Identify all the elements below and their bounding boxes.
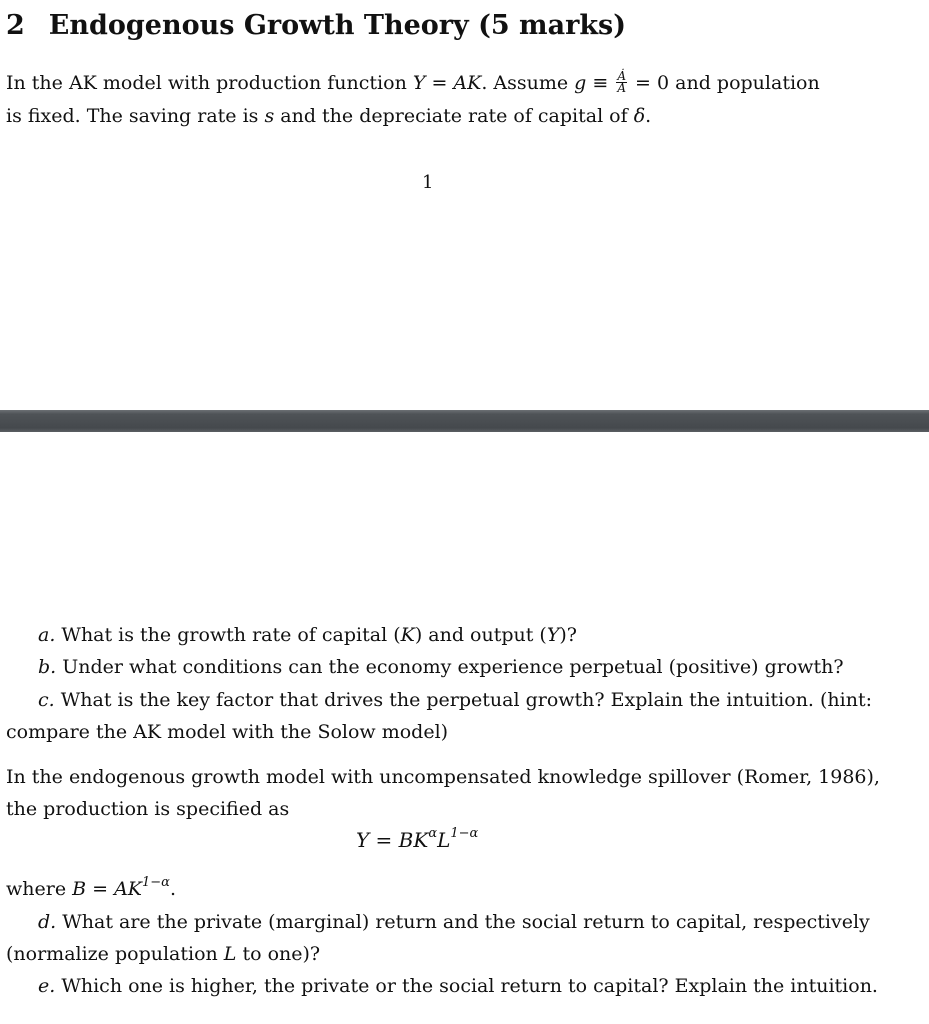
tech-growth-fraction: $\frac{Ȧ}{A}$ [617, 68, 627, 95]
where-line: where $B = AK^{1-\alpha}$. [6, 874, 177, 900]
page-1 [0, 0, 929, 410]
page-number: 1 [422, 172, 434, 193]
growth-rate-symbol: g ≡ [574, 72, 615, 94]
question-c: c. What is the key factor that drives the perpetual growth? Explain the intuition. (hint: [38, 689, 873, 711]
question-e: e. Which one is higher, the private or the social return to capital? Explain the intuition. [38, 975, 878, 997]
section-heading [6, 10, 626, 41]
romer-line-1: In the endogenous growth model with uncompensated knowledge spillover (Romer, 1986), [6, 766, 880, 788]
question-a-label: a. [38, 624, 56, 646]
intro-line-1: In the AK model with production function Y = AK. Assume g ≡ $\frac{Ȧ}{A}$ = 0 and population [6, 68, 820, 95]
page-divider [0, 410, 929, 432]
question-d-label: d. [38, 911, 57, 933]
question-b-label: b. [38, 656, 57, 678]
romer-line-2: the production is specified as [6, 798, 290, 820]
question-d: d. What are the private (marginal) return and the social return to capital, respectively [38, 911, 870, 933]
saving-rate-symbol: s [264, 105, 275, 127]
question-e-label: e. [38, 975, 56, 997]
romer-production-equation: $Y = BK^\alpha L^{1-\alpha}$ [356, 826, 479, 852]
question-c-continued: compare the AK model with the Solow model) [6, 721, 449, 743]
depreciation-symbol: δ [633, 105, 646, 127]
page-2 [0, 432, 929, 1024]
spillover-equation: B = AK [72, 878, 143, 900]
question-c-label: c. [38, 689, 55, 711]
question-b: b. Under what conditions can the economy experience perpetual (positive) growth? [38, 656, 844, 678]
section-number: 2 [6, 10, 25, 41]
question-d-continued: (normalize population L to one)? [6, 943, 321, 965]
production-function: Y = AK [412, 72, 482, 94]
intro-line-2: is fixed. The saving rate is s and the depreciate rate of capital of δ. [6, 105, 652, 127]
question-a: a. What is the growth rate of capital (K) and output (Y)? [38, 624, 577, 646]
section-title: Endogenous Growth Theory (5 marks) [48, 10, 627, 41]
